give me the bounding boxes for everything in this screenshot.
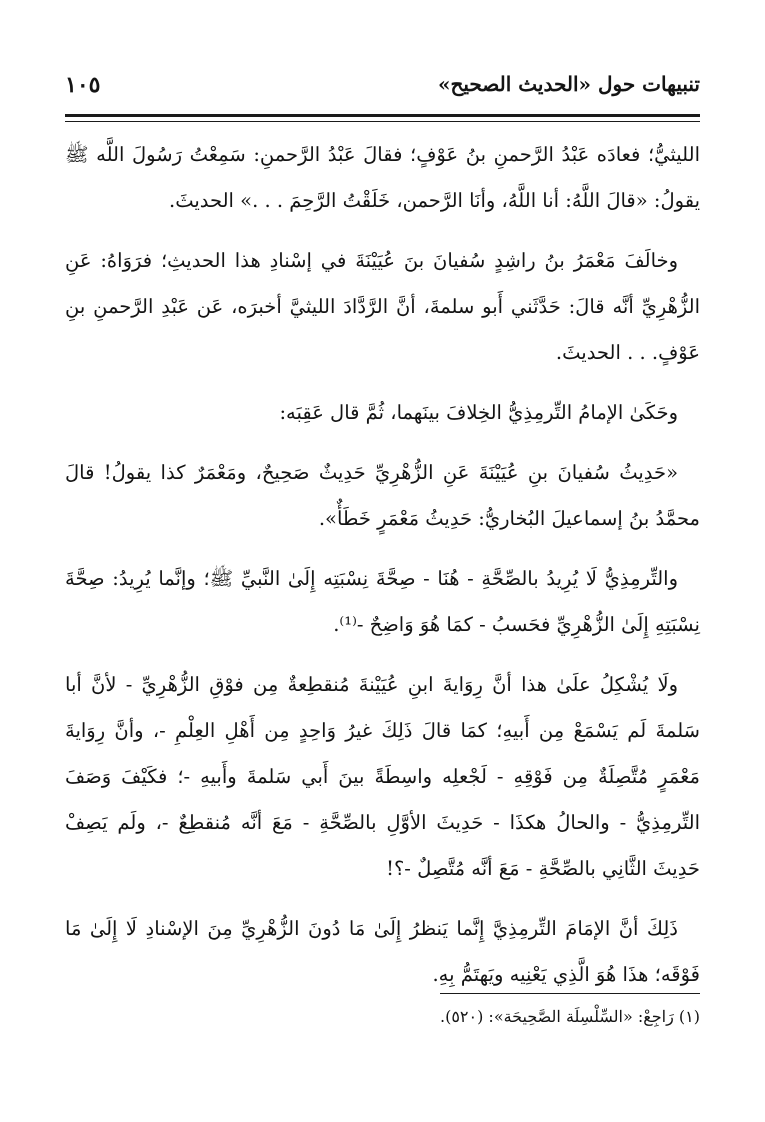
paragraph-7: ذَلِكَ أنَّ الإمَامَ التِّرمِذِيَّ إِنَّما يَنظرُ إِلَىٰ مَا دُونَ الزُّهْرِيِّ مِنَ الإسْنادِ لَا إِلَىٰ مَا فَوْقَه؛ هذَا هُوَ الَّذِي يَعْنِيه ويَهتَمُّ بِهِ. [65,917,700,986]
header-rule-thin [65,121,700,122]
paragraph-3: وحَكَىٰ الإمامُ التِّرمِذِيُّ الخِلافَ بينَهما، ثُمَّ قال عَقِبَه: [279,401,678,424]
quote-paragraph: «حَدِيثُ سُفيانَ بنِ عُيَيْنَةَ عَنِ الزُّهْرِيِّ حَدِيثٌ صَحِيحٌ، ومَعْمَرٌ كذا يقولُ! قالَ محمَّدُ بنُ إسماعيلَ البُخاريُّ: حَدِيثُ مَعْمَرٍ خَطَأٌ». [65,461,700,530]
page-number: ١٠٥ [65,72,101,98]
running-title: تنبيهات حول «الحديث الصحيح» [437,72,700,96]
footnote: (١) رَاجِعْ: «السِّلْسِلَة الصَّحِيحَة»: (٥٢٠). [439,1007,700,1026]
paragraph-1: الليثيُّ؛ فعادَه عَبْدُ الرَّحمنِ بنُ عَوْفٍ؛ فقالَ عَبْدُ الرَّحمنِ: سَمِعْتُ رَسُولَ اللَّه ﷺ يقولُ: «قالَ اللَّهُ: أنا اللَّهُ، وأنَا الرَّحمن، خَلَقْتُ الرَّحِمَ . . .» الحديثَ. [65,143,700,212]
paragraph-2: وخالَفَ مَعْمَرُ بنُ راشِدٍ سُفيانَ بنَ عُيَيْنَةَ في إسْنادِ هذا الحديثِ؛ فرَوَاهُ: عَنِ الزُّهْرِيِّ أنَّه قالَ: حَدَّثَني أَبو سلمةَ، أنَّ الرَّدَّادَ الليثيَّ أخبرَه، عَن عَبْدِ الرَّحمنِ بنِ عَوْفٍ. . . الحديثَ. [65,249,700,364]
body-text [65,132,700,1012]
paragraph-6: ولَا يُشْكِلُ علَىٰ هذا أنَّ رِوَايةَ ابنِ عُيَيْنةَ مُنقطِعةٌ مِن فوْقِ الزُّهْرِيِّ - لأنَّ أبا سَلمةَ لَم يَسْمَعْ مِن أَبيهِ؛ كمَا قالَ ذَلِكَ غيرُ وَاحِدٍ مِن أَهْلِ العِلْمِ -، وأنَّ رِوَايةَ مَعْمَرٍ مُتَّصِلَةٌ مِن فَوْقِهِ - لَجْعلِه واسِطَةً بينَ أَبي سَلمةَ وأَبيهِ -؛ فكَيْفَ وَصَفَ التِّرمِذِيُّ - والحالُ هكذَا - حَدِيثَ الأوَّلِ بالصِّحَّةِ - مَعَ أنَّه مُنقطِعٌ -، ولَم يَصِفْ حَدِيثَ الثَّانِي بالصِّحَّةِ - مَعَ أنَّه مُتَّصِلٌ -؟! [65,673,700,880]
footnote-separator [440,993,700,994]
page-header [65,72,700,112]
header-rule-thick [65,114,700,117]
paragraph-5: والتِّرمِذِيُّ لَا يُرِيدُ بالصِّحَّةِ - هُنَا - صِحَّةَ نِسْبَتِه إِلَىٰ النَّبيِّ ﷺ؛ وإنَّما يُرِيدُ: صِحَّةَ نِسْبَتِهِ إِلَىٰ الزُّهْرِيِّ فحَسبُ - كمَا هُوَ وَاضِحٌ -⁽¹⁾. [65,567,700,636]
